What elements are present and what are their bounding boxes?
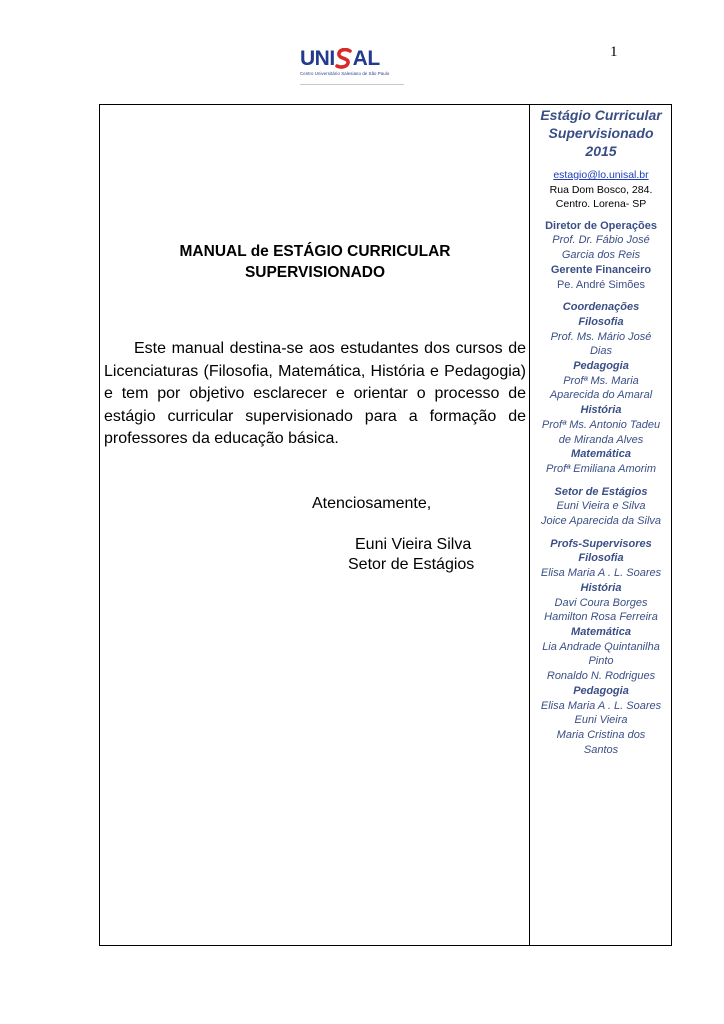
sup-historia-label: História	[580, 581, 622, 594]
coord-historia-name: Profª Ms. Antonio Tadeu de Miranda Alves	[541, 418, 661, 446]
finance-heading: Gerente Financeiro	[550, 263, 652, 276]
coord-matematica-label: Matemática	[571, 448, 631, 461]
director-name: Prof. Dr. Fábio José Garcia dos Reis	[552, 234, 650, 262]
sup-matematica-label: Matemática	[571, 625, 631, 638]
page-number: 1	[610, 44, 618, 60]
sup-matematica-name-2: Ronaldo N. Rodrigues	[546, 670, 656, 683]
coord-pedagogia-label: Pedagogia	[573, 360, 629, 373]
signature-name: Euni Vieira Silva	[355, 536, 472, 553]
coord-filosofia-name: Prof. Ms. Mário José Dias	[550, 330, 652, 358]
unisal-logo: UNI AL Centro Universitário Salesiano de São Paulo	[300, 48, 404, 86]
sup-historia-name-1: Davi Coura Borges	[554, 596, 648, 609]
director-heading: Diretor de Operações	[545, 219, 657, 232]
coord-matematica-name: Profª Emiliana Amorim	[545, 462, 657, 475]
column-divider	[529, 104, 530, 946]
sup-filosofia-name: Elisa Maria A . L. Soares	[540, 567, 662, 580]
coord-historia-label: História	[580, 404, 622, 417]
sup-historia-name-2: Hamilton Rosa Ferreira	[544, 611, 658, 624]
logo-rule	[300, 84, 404, 85]
setor-name-1: Euni Vieira e Silva	[556, 500, 646, 513]
sup-pedagogia-label: Pedagogia	[573, 684, 629, 697]
supervisors-heading: Profs-Supervisores	[550, 537, 652, 550]
sup-pedagogia-name-3: Maria Cristina dos Santos	[556, 728, 646, 756]
signature-department: Setor de Estágios	[348, 556, 475, 573]
logo-text: UNI	[300, 47, 335, 70]
coordination-heading: Coordenações	[562, 301, 640, 314]
setor-heading: Setor de Estágios	[554, 485, 648, 498]
sup-pedagogia-name-2: Euni Vieira	[574, 714, 628, 727]
sup-filosofia-label: Filosofia	[578, 552, 624, 565]
finance-name: Pe. André Simões	[556, 278, 646, 291]
logo-s-mark-icon	[335, 48, 353, 70]
logo-subtitle: Centro Universitário Salesiano de São Paulo	[300, 71, 390, 76]
email-link[interactable]: estagio@lo.unisal.br	[553, 169, 649, 181]
sup-matematica-name-1: Lia Andrade Quintanilha Pinto	[542, 640, 660, 668]
closing-salutation: Atenciosamente,	[312, 495, 432, 512]
manual-title: MANUAL de ESTÁGIO CURRICULAR SUPERVISIONADO	[179, 243, 451, 281]
intro-paragraph: Este manual destina-se aos estudantes dos cursos de Licenciaturas (Filosofia, Matemática, História e Pedagogia) e tem por objetivo esclarecer e orientar o processo de estágio curricular supervisionado para a formação de professores da educação básica.	[104, 340, 526, 447]
sidebar-title: Estágio Curricular Supervisionado 2015	[540, 107, 662, 159]
address: Rua Dom Bosco, 284. Centro. Lorena- SP	[549, 183, 653, 210]
setor-name-2: Joice Aparecida da Silva	[540, 515, 662, 528]
coord-filosofia-label: Filosofia	[578, 315, 624, 328]
sup-pedagogia-name-1: Elisa Maria A . L. Soares	[540, 699, 662, 712]
sidebar	[531, 106, 671, 757]
coord-pedagogia-name: Profª Ms. Maria Aparecida do Amaral	[549, 374, 653, 402]
